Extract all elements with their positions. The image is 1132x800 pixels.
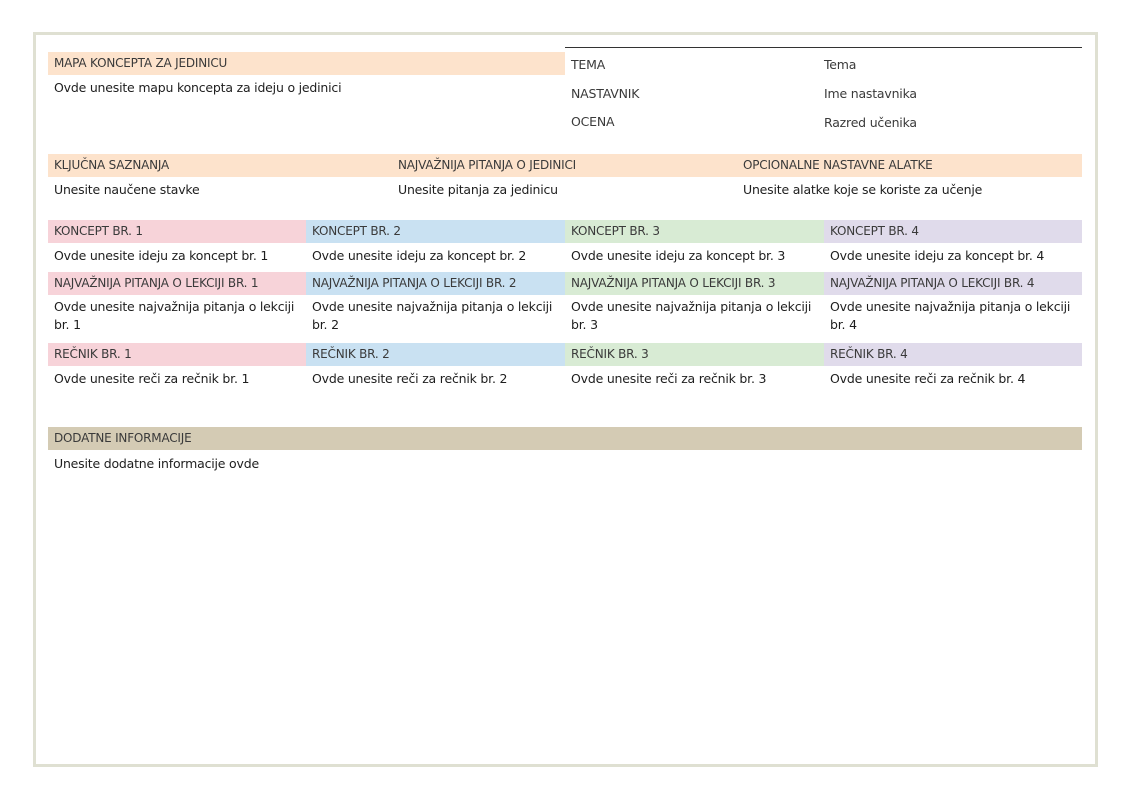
vocabulary-3-text[interactable]: Ovde unesite reči za rečnik br. 3 (571, 371, 767, 386)
vocabulary-2-header: REČNIK BR. 2 (306, 343, 565, 366)
lesson-questions-1-header: NAJVAŽNIJA PITANJA O LEKCIJI BR. 1 (48, 272, 306, 295)
concept-3-text[interactable]: Ovde unesite ideju za koncept br. 3 (571, 248, 786, 263)
key-learnings-text[interactable]: Unesite naučene stavke (54, 182, 200, 197)
lesson-questions-2-header: NAJVAŽNIJA PITANJA O LEKCIJI BR. 2 (306, 272, 565, 295)
vocabulary-1-header: REČNIK BR. 1 (48, 343, 306, 366)
concept-1-header: KONCEPT BR. 1 (48, 220, 306, 243)
concept-4-text[interactable]: Ovde unesite ideju za koncept br. 4 (830, 248, 1045, 263)
lesson-questions-3-header: NAJVAŽNIJA PITANJA O LEKCIJI BR. 3 (565, 272, 824, 295)
info-label-grade: OCENA (571, 114, 615, 129)
lesson-questions-2-text[interactable]: Ovde unesite najvažnija pitanja o lekciji br. 2 (312, 299, 553, 332)
info-value-grade[interactable]: Razred učenika (824, 115, 917, 130)
concept-map-header: MAPA KONCEPTA ZA JEDINICU (48, 52, 565, 75)
concept-2-text[interactable]: Ovde unesite ideju za koncept br. 2 (312, 248, 527, 263)
concept-3-header: KONCEPT BR. 3 (565, 220, 824, 243)
vocabulary-2-text[interactable]: Ovde unesite reči za rečnik br. 2 (312, 371, 508, 386)
optional-tools-text[interactable]: Unesite alatke koje se koriste za učenje (743, 182, 983, 197)
key-learnings-header: KLJUČNA SAZNANJA (54, 158, 170, 172)
info-table-top-rule (565, 47, 1082, 48)
vocabulary-3-header: REČNIK BR. 3 (565, 343, 824, 366)
additional-info-header: DODATNE INFORMACIJE (48, 427, 1082, 450)
additional-info-text[interactable]: Unesite dodatne informacije ovde (54, 456, 259, 471)
vocabulary-4-text[interactable]: Ovde unesite reči za rečnik br. 4 (830, 371, 1026, 386)
lesson-questions-3-text[interactable]: Ovde unesite najvažnija pitanja o lekciji br. 3 (571, 299, 812, 332)
vocabulary-4-header: REČNIK BR. 4 (824, 343, 1082, 366)
concept-4-header: KONCEPT BR. 4 (824, 220, 1082, 243)
concept-map-text[interactable]: Ovde unesite mapu koncepta za ideju o jedinici (54, 80, 342, 95)
info-label-teacher: NASTAVNIK (571, 86, 640, 101)
concept-1-text[interactable]: Ovde unesite ideju za koncept br. 1 (54, 248, 269, 263)
lesson-questions-4-text[interactable]: Ovde unesite najvažnija pitanja o lekciji br. 4 (830, 299, 1071, 332)
info-label-topic: TEMA (571, 57, 606, 72)
unit-questions-text[interactable]: Unesite pitanja za jedinicu (398, 182, 558, 197)
optional-tools-header: OPCIONALNE NASTAVNE ALATKE (743, 158, 933, 172)
lesson-questions-1-text[interactable]: Ovde unesite najvažnija pitanja o lekciji br. 1 (54, 299, 295, 332)
vocabulary-1-text[interactable]: Ovde unesite reči za rečnik br. 1 (54, 371, 250, 386)
concept-2-header: KONCEPT BR. 2 (306, 220, 565, 243)
unit-questions-header: NAJVAŽNIJA PITANJA O JEDINICI (398, 158, 576, 172)
lesson-questions-4-header: NAJVAŽNIJA PITANJA O LEKCIJI BR. 4 (824, 272, 1082, 295)
page-frame (33, 32, 1098, 767)
info-value-topic[interactable]: Tema (824, 57, 857, 72)
info-value-teacher[interactable]: Ime nastavnika (824, 86, 917, 101)
